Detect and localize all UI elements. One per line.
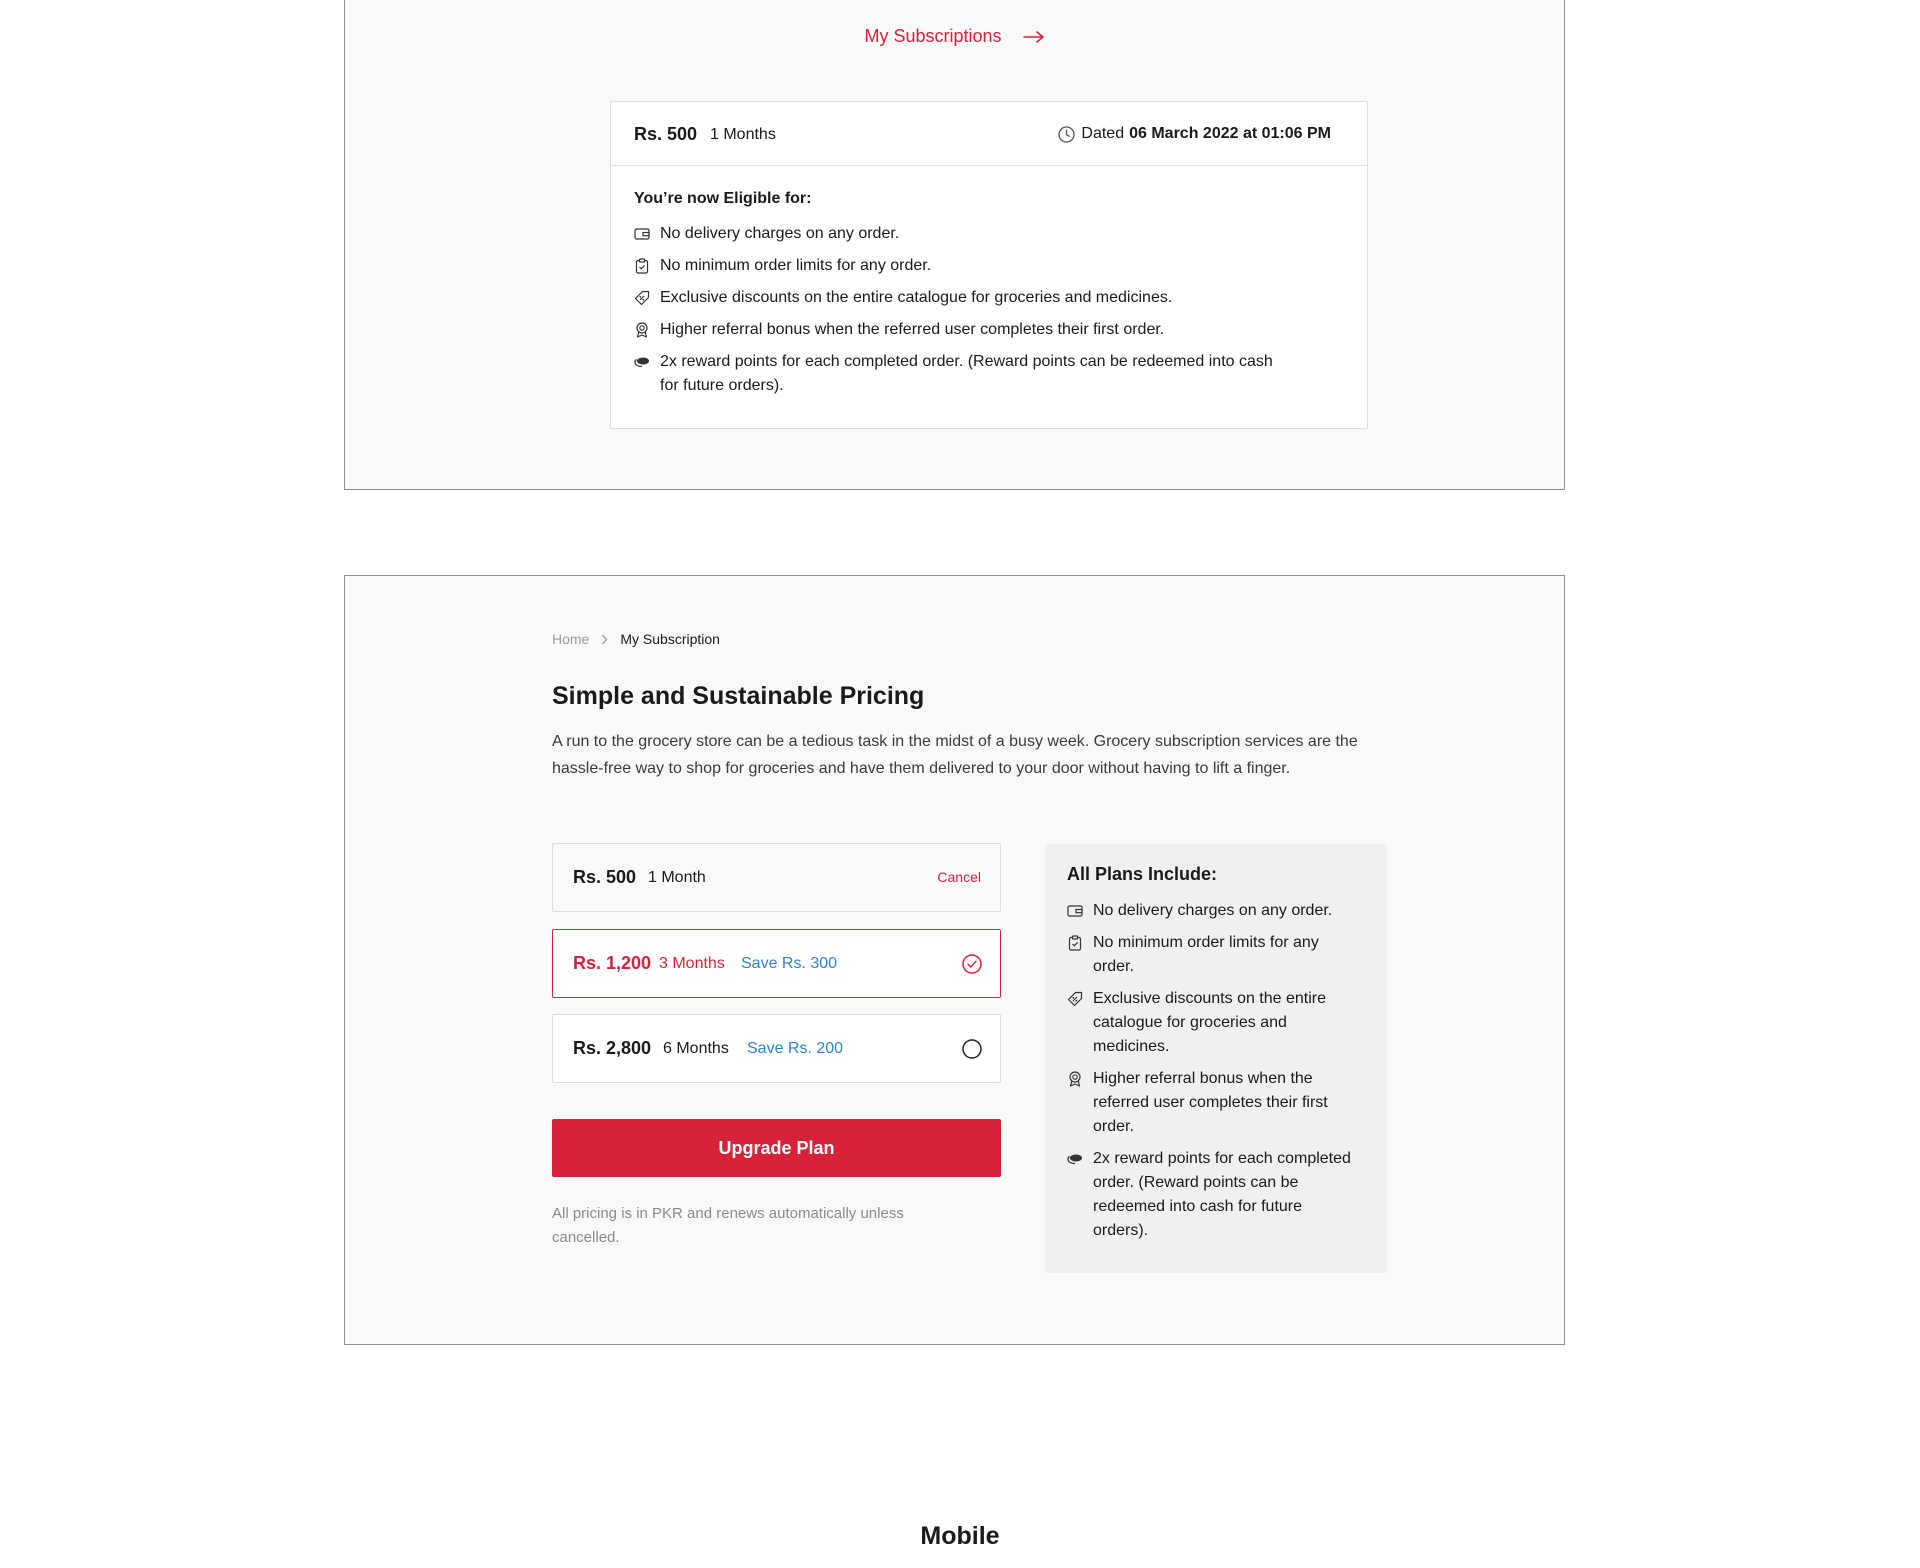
subscription-date — [1058, 125, 1331, 143]
subscription-card — [610, 101, 1368, 429]
radio-circle-icon[interactable] — [962, 1039, 982, 1059]
benefit-text: Exclusive discounts on the entire catalogue for groceries and medicines. — [1093, 990, 1327, 1055]
plan-duration: 1 Month — [648, 869, 706, 886]
benefit-item — [1067, 1147, 1357, 1243]
all-plans-panel — [1045, 844, 1387, 1273]
plan-option-6-months[interactable] — [552, 1014, 1001, 1083]
all-plans-title: All Plans Include: — [1067, 864, 1218, 884]
benefit-text: No delivery charges on any order. — [660, 225, 900, 242]
coins-icon — [634, 350, 650, 374]
benefit-item — [634, 286, 1274, 310]
plan-savings: Save Rs. 200 — [747, 1040, 844, 1057]
clipboard-icon — [1067, 931, 1083, 955]
eligible-title: You’re now Eligible for: — [634, 190, 812, 207]
page-title: Simple and Sustainable Pricing — [552, 682, 925, 710]
subscription-price: Rs. 500 — [634, 124, 698, 144]
chevron-right-icon — [601, 634, 608, 645]
breadcrumb — [552, 631, 720, 647]
wallet-icon — [634, 222, 650, 246]
breadcrumb-current: My Subscription — [620, 631, 720, 647]
wallet-icon — [1067, 899, 1083, 923]
dated-value: 06 March 2022 at 01:06 PM — [1129, 125, 1331, 142]
plan-option-3-months[interactable] — [552, 929, 1001, 998]
upgrade-plan-button[interactable]: Upgrade Plan — [552, 1119, 1001, 1177]
mobile-section-heading: Mobile — [920, 1522, 1000, 1550]
pricing-note: All pricing is in PKR and renews automatically unless cancelled. — [552, 1205, 904, 1246]
benefit-item — [634, 350, 1274, 398]
clock-icon — [1058, 126, 1075, 143]
award-icon — [634, 318, 650, 342]
benefit-text: 2x reward points for each completed order. (Reward points can be redeemed into cash for future orders). — [1093, 1150, 1351, 1239]
benefit-item — [634, 254, 1274, 278]
benefit-text: Higher referral bonus when the referred user completes their first order. — [660, 321, 1165, 338]
clipboard-icon — [634, 254, 650, 278]
subscription-card-header — [611, 102, 1367, 166]
discount-tag-icon — [1067, 987, 1083, 1011]
subscription-confirmation-frame — [344, 0, 1565, 490]
benefit-text: Higher referral bonus when the referred user completes their first order. — [1093, 1070, 1328, 1135]
benefit-text: Exclusive discounts on the entire catalogue for groceries and medicines. — [660, 289, 1173, 306]
coins-icon — [1067, 1147, 1083, 1171]
benefit-text: No minimum order limits for any order. — [1093, 934, 1319, 975]
my-subscriptions-label[interactable]: My Subscriptions — [864, 26, 1002, 46]
benefit-text: 2x reward points for each completed order. (Reward points can be redeemed into cash for future orders). — [660, 353, 1273, 394]
benefit-item — [634, 318, 1274, 342]
benefit-item — [1067, 1067, 1357, 1139]
plan-price: Rs. 500 — [573, 867, 637, 887]
cancel-subscription-link[interactable]: Cancel — [937, 869, 981, 885]
my-subscriptions-link[interactable] — [345, 26, 1564, 48]
discount-tag-icon — [634, 286, 650, 310]
plan-savings: Save Rs. 300 — [741, 955, 838, 972]
subscription-duration: 1 Months — [710, 126, 776, 143]
check-circle-icon[interactable] — [962, 954, 982, 974]
benefit-item — [1067, 899, 1357, 923]
page-description: A run to the grocery store can be a tedious task in the midst of a busy week. Grocery subscription services are the hassle-free way to shop for groceries and have them delivered to your door without having to lift a finger. — [552, 733, 1358, 777]
subscription-pricing-frame — [344, 575, 1565, 1345]
benefit-item — [1067, 987, 1357, 1059]
benefit-item — [634, 222, 1274, 246]
award-icon — [1067, 1067, 1083, 1091]
plan-price: Rs. 1,200 — [573, 953, 652, 973]
dated-prefix: Dated — [1081, 125, 1125, 142]
benefit-text: No delivery charges on any order. — [1093, 902, 1333, 919]
benefit-item — [1067, 931, 1357, 979]
breadcrumb-home[interactable]: Home — [552, 631, 590, 647]
plan-duration: 3 Months — [659, 955, 725, 972]
plan-duration: 6 Months — [663, 1040, 729, 1057]
plan-price: Rs. 2,800 — [573, 1038, 652, 1058]
benefit-text: No minimum order limits for any order. — [660, 257, 932, 274]
plan-option-current — [552, 843, 1001, 912]
arrow-right-icon[interactable] — [1023, 27, 1045, 48]
